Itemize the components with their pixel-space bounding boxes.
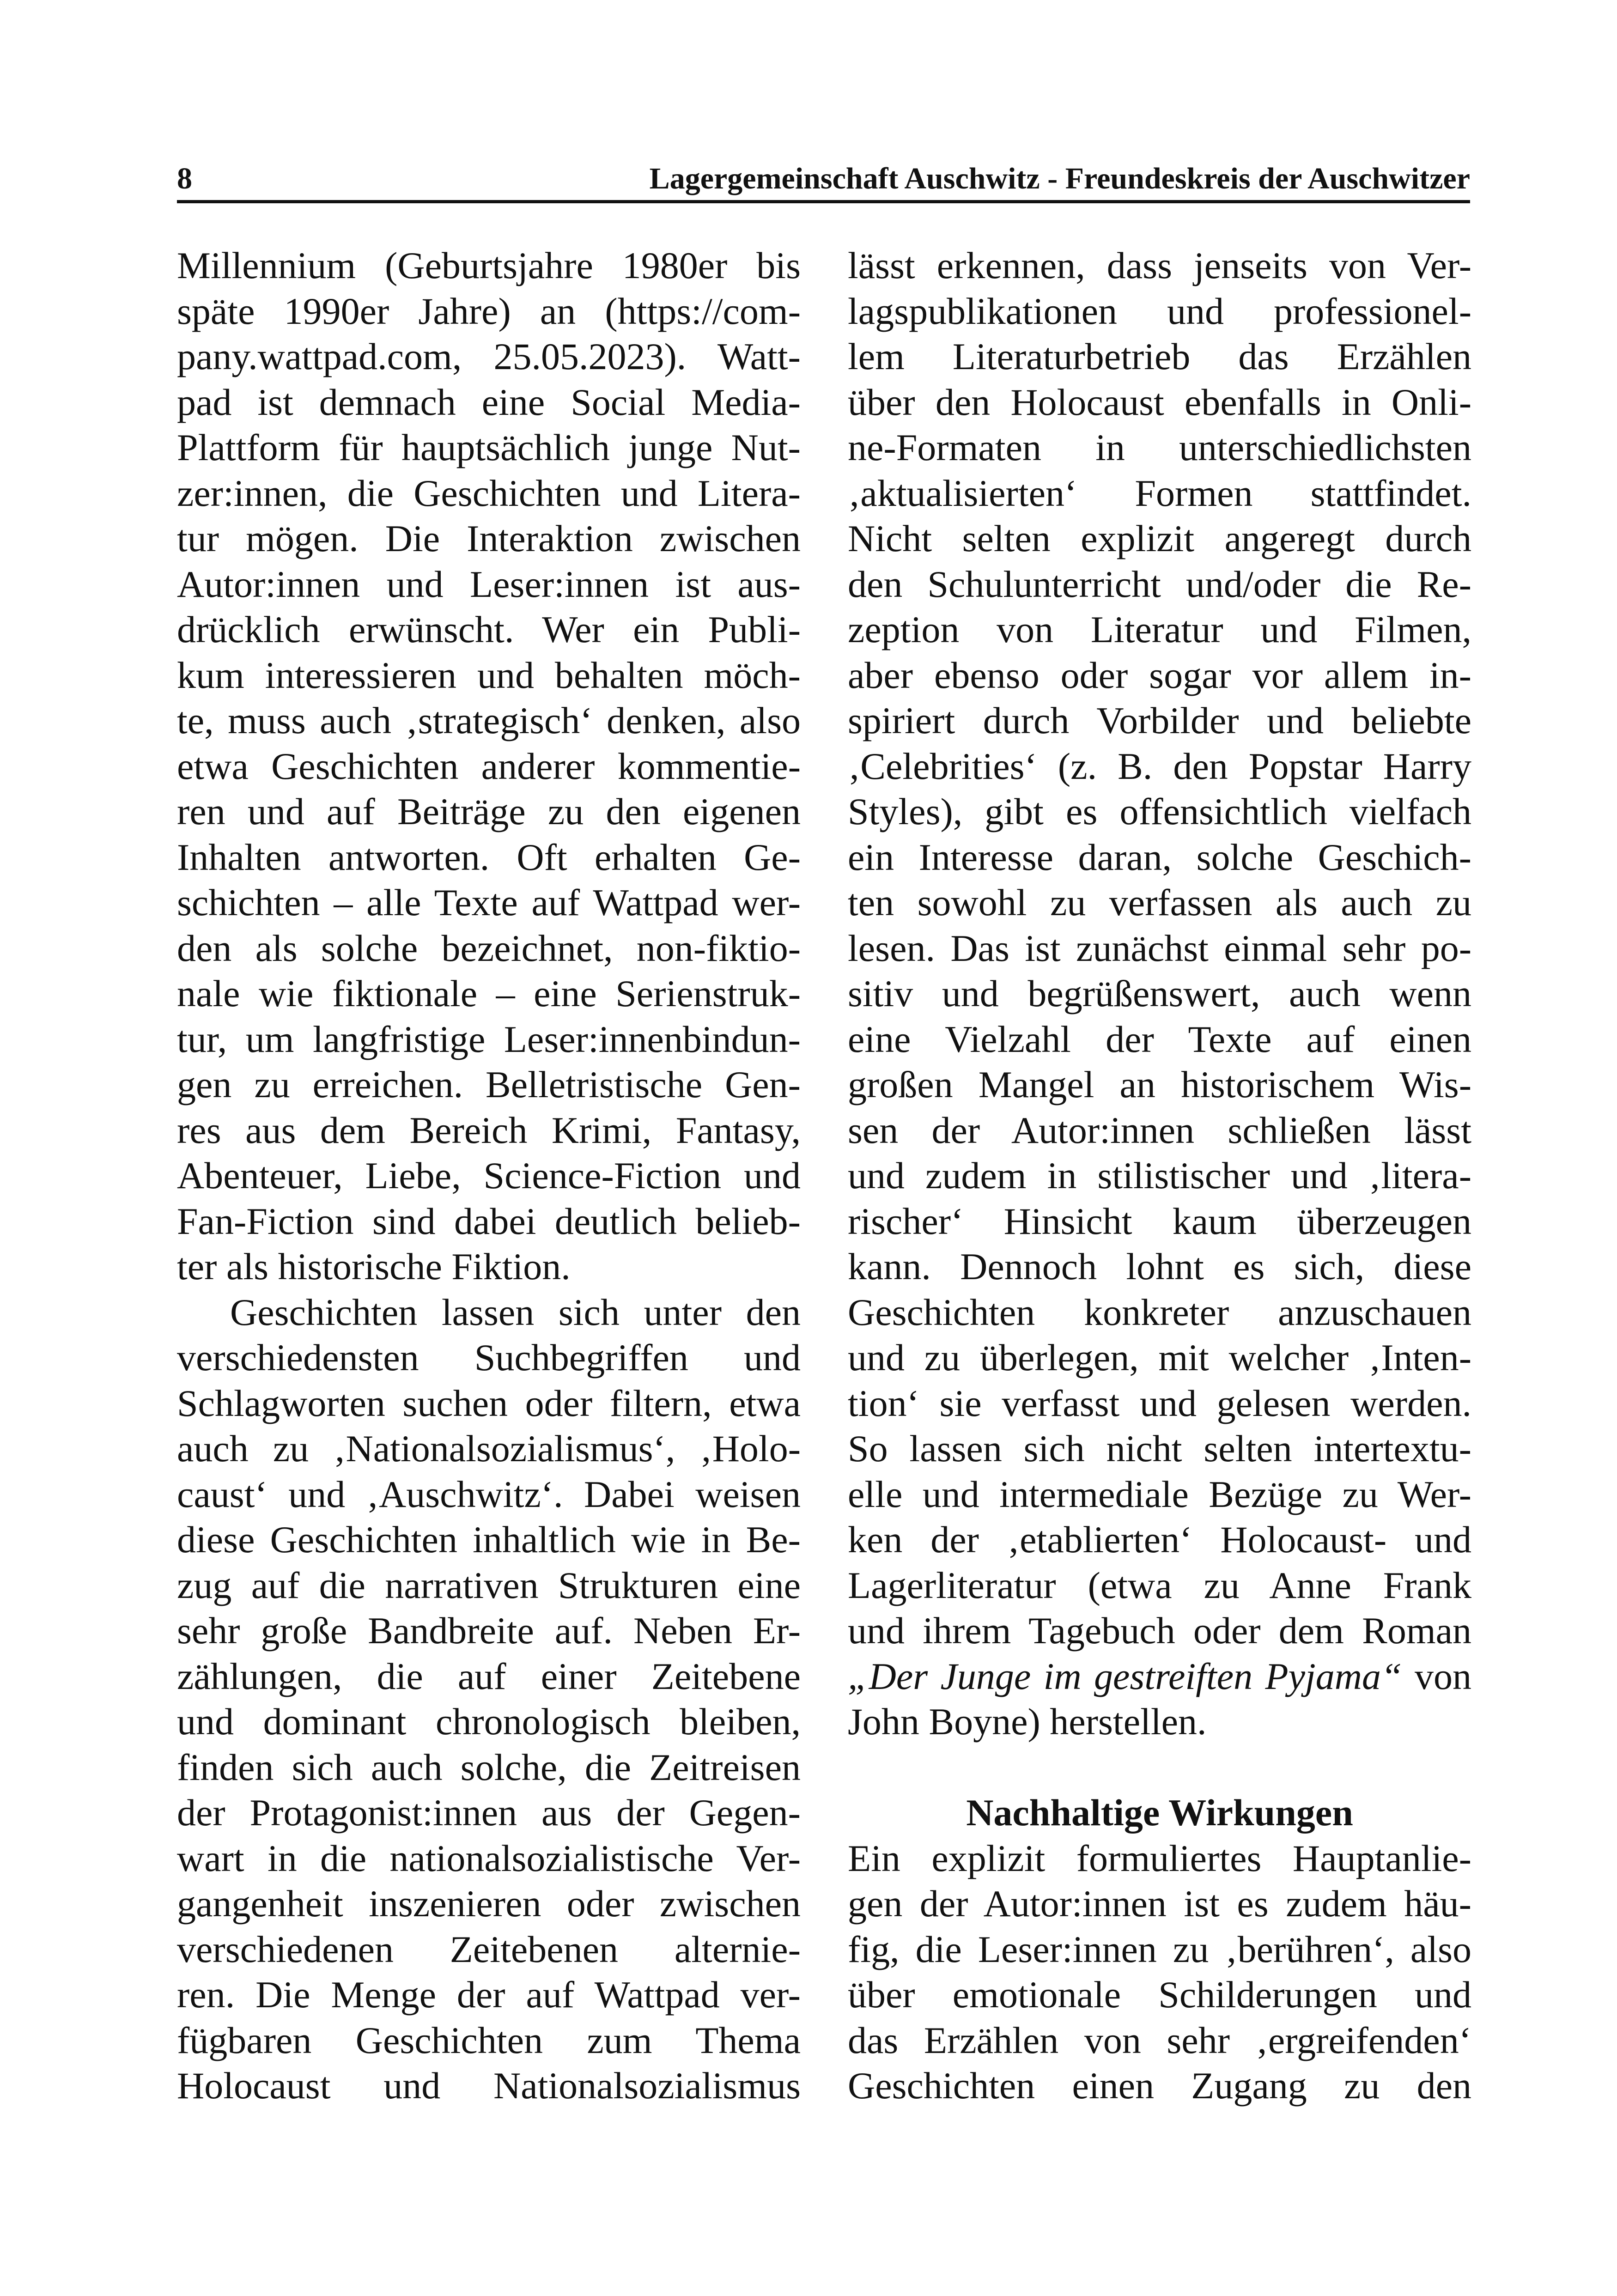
text-line: und zu überlegen, mit welcher ‚Inten- [848, 1336, 1471, 1379]
right-column [848, 243, 1471, 2109]
text-line: caust‘ und ‚Auschwitz‘. Dabei weisen [177, 1473, 801, 1515]
left-column [177, 243, 801, 2109]
text-line: ‚aktualisierten‘ Formen stattfindet. [848, 472, 1471, 514]
text-line: auch zu ‚Nationalsozialismus‘, ‚Holo- [177, 1427, 801, 1470]
text-line: gen zu erreichen. Belletristische Gen- [177, 1063, 801, 1105]
text-line: lesen. Das ist zunächst einmal sehr po- [848, 927, 1471, 969]
text-line: ne-Formaten in unterschiedlichsten [848, 426, 1471, 468]
text-line: den Schulunterricht und/oder die Re- [848, 563, 1471, 605]
text-line: über emotionale Schilderungen und [848, 1974, 1471, 2016]
running-title: Lagergemeinschaft Auschwitz - Freundeskreis der Auschwitzer [649, 162, 1470, 195]
text-line: gangenheit inszenieren oder zwischen [177, 1883, 801, 1925]
text-line: Plattform für hauptsächlich junge Nut- [177, 426, 801, 468]
text-line: ‚Celebrities‘ (z. B. den Popstar Harry [848, 745, 1471, 787]
text-line: ken der ‚etablierten‘ Holocaust- und [848, 1519, 1471, 1561]
text-line: ren und auf Beiträge zu den eigenen [177, 790, 801, 832]
text-line: Lagerliteratur (etwa zu Anne Frank [848, 1564, 1471, 1606]
text-line: Geschichten einen Zugang zu den [848, 2065, 1471, 2107]
text-line: pad ist demnach eine Social Media- [177, 381, 801, 423]
text-line: tur, um langfristige Leser:innenbindun- [177, 1018, 801, 1060]
text-line: Millennium (Geburtsjahre 1980er bis [177, 244, 801, 286]
text-line: fügbaren Geschichten zum Thema [177, 2019, 801, 2061]
text-line: etwa Geschichten anderer kommentie- [177, 745, 801, 787]
text-line: sen der Autor:innen schließen lässt [848, 1109, 1471, 1151]
text-line: tion‘ sie verfasst und gelesen werden. [848, 1382, 1471, 1424]
text-line: finden sich auch solche, die Zeitreisen [177, 1746, 801, 1788]
text-line: wart in die nationalsozialistische Ver- [177, 1837, 801, 1879]
text-line: ren. Die Menge der auf Wattpad ver- [177, 1974, 801, 2016]
text-line: sehr große Bandbreite auf. Neben Er- [177, 1610, 801, 1652]
text-line: Abenteuer, Liebe, Science-Fiction und [177, 1154, 801, 1197]
text-line: verschiedensten Suchbegriffen und [177, 1336, 801, 1379]
text-line: kann. Dennoch lohnt es sich, diese [848, 1245, 1471, 1288]
paragraph-end-line: ter als historische Fiktion. [177, 1245, 571, 1288]
book-title: „Der Junge im gestreiften Pyjama“ [848, 1655, 1402, 1697]
text-line: großen Mangel an historischem Wis- [848, 1063, 1471, 1105]
text-line: res aus dem Bereich Krimi, Fantasy, [177, 1109, 801, 1151]
text-line: ein Interesse daran, solche Geschich- [848, 836, 1471, 878]
text-line: schichten – alle Texte auf Wattpad wer- [177, 881, 801, 923]
text-line: fig, die Leser:innen zu ‚berühren‘, also [848, 1928, 1471, 1970]
section-heading: Nachhaltige Wirkungen [966, 1792, 1353, 1834]
text-line: tur mögen. Die Interaktion zwischen [177, 517, 801, 559]
text-line: lässt erkennen, dass jenseits von Ver- [848, 244, 1471, 286]
text-line: zug auf die narrativen Strukturen eine [177, 1564, 801, 1606]
text-line: verschiedenen Zeitebenen alternie- [177, 1928, 801, 1970]
book-title-suffix: von [1402, 1655, 1471, 1697]
text-line: Ein explizit formuliertes Hauptanlie- [848, 1837, 1471, 1879]
text-line: und ihrem Tagebuch oder dem Roman [848, 1610, 1471, 1652]
running-header [177, 159, 1470, 203]
text-line: lem Literaturbetrieb das Erzählen [848, 335, 1471, 377]
text-line: ten sowohl zu verfassen als auch zu [848, 881, 1471, 923]
text-line: zer:innen, die Geschichten und Litera- [177, 472, 801, 514]
text-line: Nicht selten explizit angeregt durch [848, 517, 1471, 559]
text-line: kum interessieren und behalten möch- [177, 654, 801, 696]
text-line: diese Geschichten inhaltlich wie in Be- [177, 1519, 801, 1561]
text-line: spiriert durch Vorbilder und beliebte [848, 699, 1471, 741]
text-line: sitiv und begrüßenswert, auch wenn [848, 972, 1471, 1014]
text-line: Autor:innen und Leser:innen ist aus- [177, 563, 801, 605]
text-line: So lassen sich nicht selten intertextu- [848, 1427, 1471, 1470]
text-line: elle und intermediale Bezüge zu Wer- [848, 1473, 1471, 1515]
blank-line [848, 1745, 1471, 1791]
text-line: lagspublikationen und professionel- [848, 290, 1471, 332]
text-line: der Protagonist:innen aus der Gegen- [177, 1792, 801, 1834]
text-line: pany.wattpad.com, 25.05.2023). Watt- [177, 335, 801, 377]
text-line: und dominant chronologisch bleiben, [177, 1701, 801, 1743]
text-line: te, muss auch ‚strategisch‘ denken, also [177, 699, 801, 741]
text-line: Holocaust und Nationalsozialismus [177, 2065, 801, 2107]
text-line: Schlagworten suchen oder filtern, etwa [177, 1382, 801, 1424]
text-line: nale wie fiktionale – eine Serienstruk- [177, 972, 801, 1014]
text-line: späte 1990er Jahre) an (https://com- [177, 290, 801, 332]
text-line: drücklich erwünscht. Wer ein Publi- [177, 608, 801, 650]
book-title-line [848, 1654, 1471, 1700]
paragraph-first-line: Geschichten lassen sich unter den [230, 1291, 801, 1333]
text-line: gen der Autor:innen ist es zudem häu- [848, 1883, 1471, 1925]
paragraph-end-line: John Boyne) herstellen. [848, 1701, 1207, 1743]
text-line: aber ebenso oder sogar vor allem in- [848, 654, 1471, 696]
text-line: rischer‘ Hinsicht kaum überzeugen [848, 1200, 1471, 1242]
text-line: das Erzählen von sehr ‚ergreifenden‘ [848, 2019, 1471, 2061]
page-number: 8 [177, 162, 192, 195]
text-line: eine Vielzahl der Texte auf einen [848, 1018, 1471, 1060]
text-line: zeption von Literatur und Filmen, [848, 608, 1471, 650]
text-line: Geschichten konkreter anzuschauen [848, 1291, 1471, 1333]
text-line: Inhalten antworten. Oft erhalten Ge- [177, 836, 801, 878]
text-line: zählungen, die auf einer Zeitebene [177, 1655, 801, 1697]
text-line: Styles), gibt es offensichtlich vielfach [848, 790, 1471, 832]
text-line: über den Holocaust ebenfalls in Onli- [848, 381, 1471, 423]
text-line: den als solche bezeichnet, non-fiktio- [177, 927, 801, 969]
text-line: Fan-Fiction sind dabei deutlich belieb- [177, 1200, 801, 1242]
text-line: und zudem in stilistischer und ‚litera- [848, 1154, 1471, 1197]
